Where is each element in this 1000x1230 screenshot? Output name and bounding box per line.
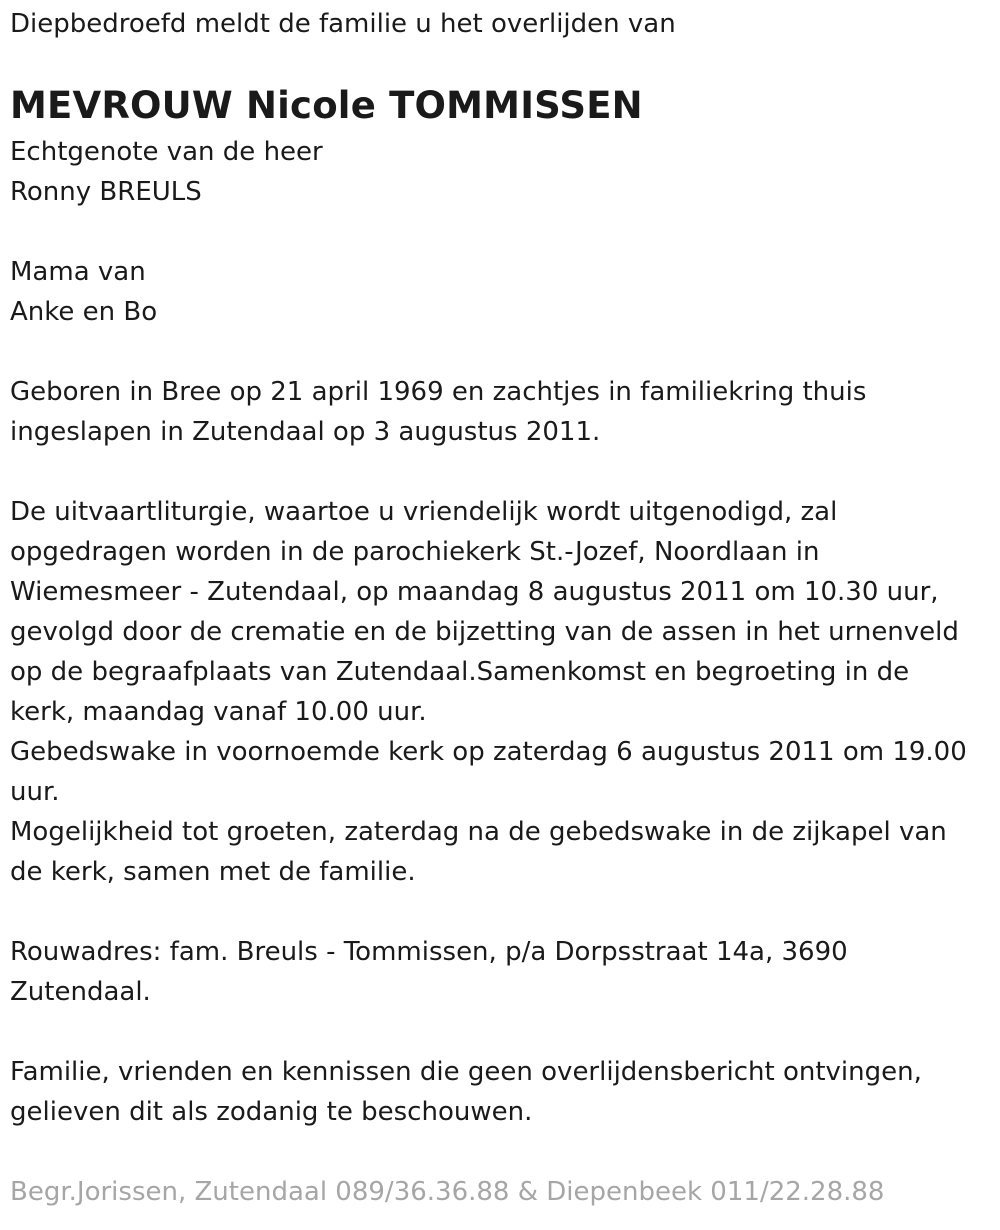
birth-death-line: Geboren in Bree op 21 april 1969 en zachtjes in familiekring thuis bbox=[10, 377, 867, 407]
spouse-line: Echtgenote van de heer bbox=[10, 137, 323, 167]
spouse-block bbox=[10, 132, 995, 212]
deceased-name: MEVROUW Nicole TOMMISSEN bbox=[10, 84, 643, 127]
closing-line: gelieven dit als zodanig te beschouwen. bbox=[10, 1097, 533, 1127]
ceremony-line: gevolgd door de crematie en de bijzetting van de assen in het urnenveld bbox=[10, 617, 959, 647]
address-block bbox=[10, 932, 995, 1012]
ceremony-line: kerk, maandag vanaf 10.00 uur. bbox=[10, 697, 427, 727]
address-line: Zutendaal. bbox=[10, 977, 151, 1007]
ceremony-line: De uitvaartliturgie, waartoe u vriendelijk wordt uitgenodigd, zal bbox=[10, 497, 838, 527]
ceremony-line: opgedragen worden in de parochiekerk St.-Jozef, Noordlaan in bbox=[10, 537, 820, 567]
closing-block bbox=[10, 1052, 995, 1132]
ceremony-line: de kerk, samen met de familie. bbox=[10, 857, 416, 887]
children-line: Anke en Bo bbox=[10, 297, 158, 327]
ceremony-line: uur. bbox=[10, 777, 60, 807]
ceremony-line: Mogelijkheid tot groeten, zaterdag na de gebedswake in de zijkapel van bbox=[10, 817, 947, 847]
children-line: Mama van bbox=[10, 257, 146, 287]
children-block bbox=[10, 252, 995, 332]
closing-line: Familie, vrienden en kennissen die geen overlijdensbericht ontvingen, bbox=[10, 1057, 922, 1087]
birth-death-block bbox=[10, 372, 995, 452]
birth-death-line: ingeslapen in Zutendaal op 3 augustus 2011. bbox=[10, 417, 601, 447]
ceremony-line: Wiemesmeer - Zutendaal, op maandag 8 augustus 2011 om 10.30 uur, bbox=[10, 577, 939, 607]
ceremony-block bbox=[10, 492, 995, 892]
funeral-home-footer: Begr.Jorissen, Zutendaal 089/36.36.88 & Diepenbeek 011/22.28.88 bbox=[10, 1177, 885, 1207]
intro-text: Diepbedroefd meldt de familie u het overlijden van bbox=[10, 9, 676, 39]
spouse-line: Ronny BREULS bbox=[10, 177, 202, 207]
address-line: Rouwadres: fam. Breuls - Tommissen, p/a Dorpsstraat 14a, 3690 bbox=[10, 937, 848, 967]
ceremony-line: Gebedswake in voornoemde kerk op zaterdag 6 augustus 2011 om 19.00 bbox=[10, 737, 967, 767]
ceremony-line: op de begraafplaats van Zutendaal.Samenkomst en begroeting in de bbox=[10, 657, 910, 687]
death-notice bbox=[10, 0, 995, 1212]
